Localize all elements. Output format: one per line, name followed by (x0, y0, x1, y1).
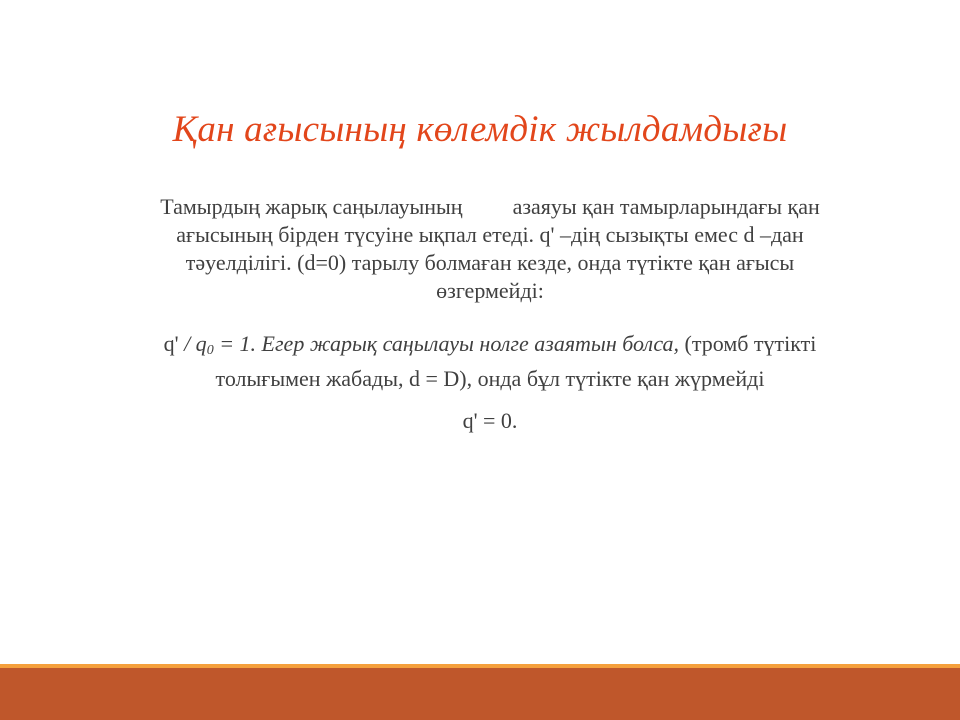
footer-bar (0, 668, 960, 720)
p2-italic-text: = 1. Егер жарық саңылауы нолге азаятын болса, (213, 331, 680, 356)
paragraph-1-line-2: ағысының бірден түсуіне ықпал етеді. q' –дің сызықты емес d –дан (176, 222, 804, 247)
p1-line1-part-a: Тамырдың жарық саңылауының (160, 194, 463, 219)
paragraph-1-line-1 (80, 193, 900, 221)
p2-normal-text: (тромб түтікті (679, 331, 817, 356)
paragraph-1 (80, 193, 900, 305)
paragraph-1-line-4: өзгермейді: (436, 278, 544, 303)
p2-q-prime: q' (163, 331, 179, 356)
p2-subscript-zero: 0 (206, 343, 214, 358)
paragraph-3: q' = 0. (462, 408, 518, 433)
p2-slash-q: / q (178, 331, 207, 356)
paragraph-2 (80, 330, 900, 393)
p2-line-2: толығымен жабады, d = D), онда бұл түтікте қан жүрмейді (215, 366, 765, 391)
slide-title: Қан ағысының көлемдік жылдамдығы (172, 109, 788, 150)
p1-line1-part-b: азаяуы қан тамырларындағы қан (512, 194, 820, 219)
paragraph-1-line-3: тәуелділігі. (d=0) тарылу болмаған кезде, онда түтікте қан ағысы (185, 250, 795, 275)
